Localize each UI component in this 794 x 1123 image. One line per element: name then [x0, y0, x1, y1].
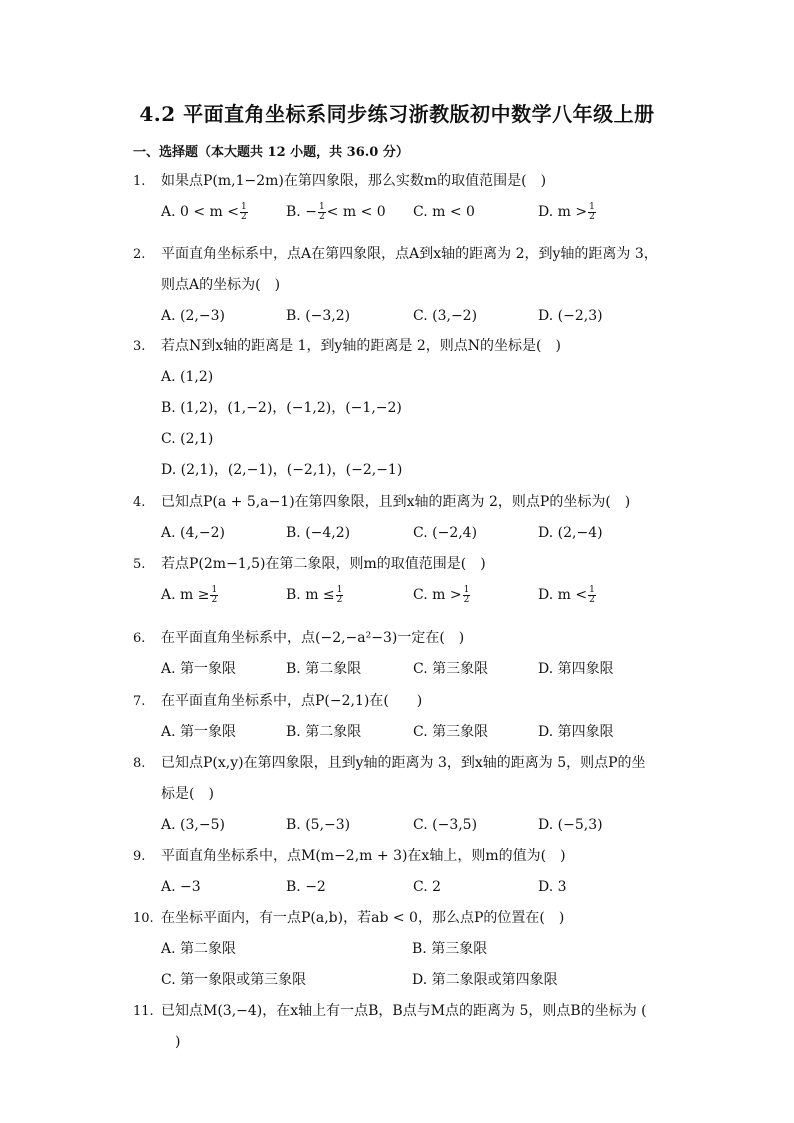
- question-stem: 在平面直角坐标系中，点(−2,−a²−3)一定在( ): [161, 630, 465, 646]
- option-d: [538, 872, 567, 903]
- option-wide: C. 第一象限或第三象限: [161, 972, 307, 988]
- fraction: [210, 586, 218, 605]
- option-b: [286, 197, 386, 228]
- options-row: [161, 872, 673, 903]
- question-stem: 则点A的坐标为( ): [161, 277, 281, 293]
- option-text: 第二象限: [305, 724, 362, 740]
- fraction-numerator: 1: [318, 201, 325, 212]
- option-label: B.: [286, 724, 301, 740]
- option-a: [161, 580, 219, 611]
- option-d: [538, 810, 603, 841]
- option-text: m >: [557, 204, 588, 220]
- question-stem: ): [161, 1034, 181, 1050]
- option-label: A.: [161, 587, 176, 603]
- fraction: [588, 586, 596, 605]
- option-label: C.: [413, 661, 428, 677]
- option-text: −3: [180, 879, 201, 895]
- option-text: m <: [557, 587, 588, 603]
- options-row: [161, 301, 673, 332]
- question-number: 9.: [133, 849, 146, 864]
- option-text: 第四象限: [557, 661, 614, 677]
- option-b: [286, 654, 361, 685]
- fraction-denominator: 2: [211, 594, 218, 605]
- options-row: [161, 518, 673, 549]
- option-text: m < 0: [432, 204, 475, 220]
- question-number: 10.: [133, 911, 154, 926]
- fraction-numerator: 1: [589, 201, 595, 212]
- option-text: 3: [557, 879, 567, 895]
- question-2: [133, 239, 673, 332]
- option-a: [161, 518, 225, 549]
- option-c: [413, 717, 488, 748]
- option-text: (−2,3): [557, 308, 603, 324]
- fraction: [463, 586, 471, 605]
- option-c: [413, 872, 441, 903]
- option-wide: B. 第三象限: [412, 941, 488, 957]
- question-stem: 已知点P(a + 5,a−1)在第四象限，且到x轴的距离为 2，则点P的坐标为( ): [161, 494, 631, 510]
- option-a: [161, 301, 225, 332]
- question-stem: 已知点M(3,−4)，在x轴上有一点B，B点与M点的距离为 5，则点B的坐标为 (: [161, 1003, 647, 1019]
- fraction-numerator: 1: [336, 584, 343, 595]
- option-label: A.: [161, 661, 176, 677]
- question-number: 4.: [133, 495, 146, 510]
- option-wide: A. 第二象限: [161, 941, 237, 957]
- option-label: C.: [413, 587, 428, 603]
- option-text: (−4,2): [305, 525, 351, 541]
- question-9: [133, 841, 673, 903]
- option-label: C.: [413, 724, 428, 740]
- question-10: [133, 903, 673, 996]
- option-label: D.: [538, 879, 554, 895]
- option-a: [161, 872, 201, 903]
- option-b: [286, 580, 344, 611]
- options-row: [161, 934, 673, 965]
- fraction-denominator: 2: [589, 594, 595, 605]
- option-text: 第四象限: [557, 724, 614, 740]
- option-label: C.: [413, 308, 428, 324]
- option-text: 第三象限: [432, 661, 489, 677]
- option-a: [161, 810, 225, 841]
- option-line: C. (2,1): [161, 431, 214, 447]
- fraction-numerator: 1: [211, 584, 218, 595]
- option-line: D. (2,1)，(2,−1)，(−2,1)，(−2,−1): [161, 462, 403, 478]
- question-stem: 在平面直角坐标系中，点P(−2,1)在( ): [161, 693, 423, 709]
- question-11: [133, 996, 673, 1058]
- options-row: [161, 965, 673, 996]
- options-row: [161, 197, 673, 228]
- question-7: [133, 686, 673, 748]
- question-number: 11.: [133, 1004, 154, 1019]
- option-label: B.: [286, 204, 301, 220]
- option-label: A.: [161, 308, 176, 324]
- option-text: m >: [432, 587, 462, 603]
- option-text: 第三象限: [432, 724, 489, 740]
- option-label: D.: [538, 661, 554, 677]
- question-1: [133, 166, 673, 228]
- option-text: (−3,2): [305, 308, 351, 324]
- question-6: [133, 623, 673, 685]
- option-label: A.: [161, 879, 176, 895]
- option-c: [413, 810, 477, 841]
- fraction-denominator: 2: [463, 594, 470, 605]
- option-label: C.: [413, 817, 428, 833]
- option-c: [413, 580, 471, 611]
- option-text-post: < m < 0: [326, 204, 386, 220]
- question-number: 6.: [133, 631, 146, 646]
- option-label: D.: [538, 525, 554, 541]
- option-label: C.: [413, 879, 428, 895]
- option-text: m ≤: [305, 587, 335, 603]
- option-label: B.: [286, 308, 301, 324]
- question-5: [133, 549, 673, 611]
- option-b: [286, 872, 326, 903]
- option-b: [286, 810, 350, 841]
- question-stem: 标是( ): [161, 786, 214, 802]
- options-row: [161, 654, 673, 685]
- option-label: B.: [286, 661, 301, 677]
- question-number: 8.: [133, 756, 146, 771]
- option-label: B.: [286, 817, 301, 833]
- option-text: −2: [305, 879, 326, 895]
- fraction: [240, 203, 248, 222]
- options-row: [161, 810, 673, 841]
- option-label: D.: [538, 587, 554, 603]
- option-line: B. (1,2)，(1,−2)，(−1,2)，(−1,−2): [161, 400, 402, 416]
- option-label: B.: [286, 525, 301, 541]
- fraction-denominator: 2: [589, 211, 595, 222]
- option-text: (2,−4): [557, 525, 603, 541]
- option-text: (2,−3): [180, 308, 225, 324]
- question-stem: 若点N到x轴的距离是 1，到y轴的距离是 2，则点N的坐标是( ): [161, 338, 561, 354]
- option-b: [286, 717, 361, 748]
- option-text: (5,−3): [305, 817, 351, 833]
- question-number: 5.: [133, 557, 146, 572]
- option-text: m ≥: [180, 587, 210, 603]
- option-label: D.: [538, 724, 554, 740]
- options-row: [161, 580, 673, 611]
- option-c: [413, 301, 477, 332]
- option-label: D.: [538, 817, 554, 833]
- option-text: 第一象限: [180, 661, 237, 677]
- question-stem: 如果点P(m,1−2m)在第四象限，那么实数m的取值范围是( ): [161, 173, 547, 189]
- question-stem: 在坐标平面内，有一点P(a,b)，若ab < 0，那么点P的位置在( ): [161, 910, 565, 926]
- page-title: 4.2 平面直角坐标系同步练习浙教版初中数学八年级上册: [139, 102, 655, 126]
- option-label: D.: [538, 308, 554, 324]
- fraction-denominator: 2: [241, 211, 247, 222]
- fraction: [336, 586, 344, 605]
- fraction-numerator: 1: [463, 584, 470, 595]
- option-label: C.: [413, 204, 428, 220]
- options-row: [161, 717, 673, 748]
- option-label: B.: [286, 587, 301, 603]
- option-d: [538, 518, 603, 549]
- option-text: (3,−2): [432, 308, 478, 324]
- fraction-numerator: 1: [589, 584, 595, 595]
- option-text: −: [305, 204, 317, 220]
- option-d: [538, 580, 597, 611]
- option-text: 0 < m <: [180, 204, 240, 220]
- question-number: 3.: [133, 339, 146, 354]
- option-d: [538, 654, 614, 685]
- question-number: 2.: [133, 247, 146, 262]
- option-wide: D. 第二象限或第四象限: [412, 972, 558, 988]
- option-label: D.: [538, 204, 554, 220]
- fraction-denominator: 2: [336, 594, 343, 605]
- option-text: (4,−2): [180, 525, 225, 541]
- option-c: [413, 197, 475, 228]
- question-stem: 若点P(2m−1,5)在第二象限，则m的取值范围是( ): [161, 556, 486, 572]
- fraction-numerator: 1: [241, 201, 247, 212]
- option-d: [538, 197, 597, 228]
- section-heading: 一、选择题（本大题共 12 小题，共 36.0 分）: [133, 145, 409, 160]
- option-text: 第二象限: [305, 661, 362, 677]
- option-text: 2: [432, 879, 442, 895]
- option-a: [161, 654, 236, 685]
- option-label: C.: [413, 525, 428, 541]
- option-label: A.: [161, 525, 176, 541]
- option-text: (−2,4): [432, 525, 478, 541]
- option-d: [538, 301, 603, 332]
- question-number: 1.: [133, 174, 146, 189]
- option-a: [161, 197, 249, 228]
- option-c: [413, 654, 488, 685]
- question-4: [133, 487, 673, 549]
- option-text: (−3,5): [432, 817, 478, 833]
- option-c: [413, 518, 477, 549]
- option-line: A. (1,2): [161, 369, 214, 385]
- question-number: 7.: [133, 694, 146, 709]
- option-a: [161, 717, 236, 748]
- question-stem: 平面直角坐标系中，点A在第四象限，点A到x轴的距离为 2，到y轴的距离为 3，: [161, 246, 658, 262]
- question-stem: 已知点P(x,y)在第四象限，且到y轴的距离为 3，到x轴的距离为 5，则点P的坐: [161, 755, 646, 771]
- option-text: (−5,3): [557, 817, 603, 833]
- option-b: [286, 518, 350, 549]
- fraction: [588, 203, 596, 222]
- option-label: A.: [161, 817, 176, 833]
- question-3: [133, 331, 673, 486]
- question-8: [133, 748, 673, 841]
- option-text: 第一象限: [180, 724, 237, 740]
- option-d: [538, 717, 614, 748]
- fraction: [318, 203, 326, 222]
- option-label: A.: [161, 204, 176, 220]
- option-b: [286, 301, 350, 332]
- question-stem: 平面直角坐标系中，点M(m−2,m + 3)在x轴上，则m的值为( ): [161, 848, 566, 864]
- fraction-denominator: 2: [318, 211, 325, 222]
- option-label: B.: [286, 879, 301, 895]
- option-text: (3,−5): [180, 817, 225, 833]
- option-label: A.: [161, 724, 176, 740]
